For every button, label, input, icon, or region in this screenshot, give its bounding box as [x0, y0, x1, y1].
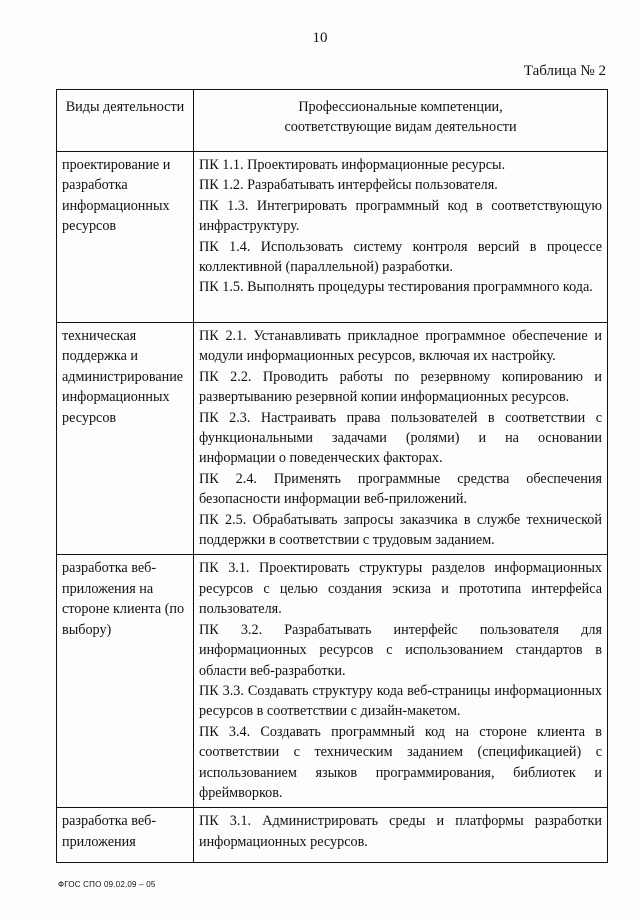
competency-item: ПК 1.3. Интегрировать программный код в соответствующую инфраструктуру.	[199, 197, 602, 235]
header-activities: Виды деятельности	[57, 90, 194, 152]
table-row	[57, 323, 608, 555]
competency-item: ПК 2.4. Применять программные средства обеспечения безопасности информации веб-приложений.	[199, 470, 602, 508]
table-row	[57, 555, 608, 808]
competency-item: ПК 1.1. Проектировать информационные ресурсы.	[199, 157, 506, 173]
competencies-table	[56, 89, 608, 863]
competency-item: ПК 3.4. Создавать программный код на стороне клиента в соответствии с техническим заданием (спецификацией) с использованием языков программирования, библиотек и фреймворков.	[199, 723, 602, 801]
competency-item: ПК 2.2. Проводить работы по резервному копированию и развертыванию резервной копии информационных ресурсов.	[199, 368, 602, 406]
competencies-cell	[194, 323, 608, 555]
table-caption: Таблица № 2	[523, 63, 606, 79]
competency-item: ПК 2.1. Устанавливать прикладное программное обеспечение и модули информационных ресурсов, включая их настройку.	[199, 328, 602, 365]
activity-cell: разработка веб-приложения на стороне клиента (по выбору)	[57, 555, 194, 808]
competency-item: ПК 3.3. Создавать структуру кода веб-страницы информационных ресурсов в соответствии с дизайн-макетом.	[199, 682, 602, 720]
competency-item: ПК 3.1. Проектировать структуры разделов информационных ресурсов с целью создания эскиза и прототипа интерфейса пользователя.	[199, 560, 602, 618]
competencies-cell	[194, 808, 608, 863]
table-row	[57, 152, 608, 323]
page-number: 10	[312, 30, 328, 46]
header-competencies-line-1: Профессиональные компетенции,	[298, 99, 503, 115]
competencies-cell	[194, 152, 608, 323]
document-footer: ФГОС СПО 09.02.09 – 05	[58, 880, 156, 889]
competency-item: ПК 2.5. Обрабатывать запросы заказчика в службе технической поддержки в соответствии с трудовым заданием.	[199, 511, 602, 549]
header-competencies	[194, 90, 608, 152]
competency-item: ПК 1.2. Разрабатывать интерфейсы пользователя.	[199, 177, 498, 194]
competencies-cell	[194, 555, 608, 808]
competency-item: ПК 3.1. Администрировать среды и платформы разработки информационных ресурсов.	[199, 813, 602, 850]
competency-item: ПК 1.4. Использовать систему контроля версий в процессе коллективной (параллельной) разработки.	[199, 238, 602, 276]
activity-cell: разработка веб-приложения	[57, 808, 194, 863]
table-header-row	[57, 90, 608, 152]
activity-cell: проектирование и разработка информационных ресурсов	[57, 152, 194, 323]
activity-cell: техническая поддержка и администрирование информационных ресурсов	[57, 323, 194, 555]
header-competencies-line-2: соответствующие видам деятельности	[284, 119, 517, 136]
competency-item: ПК 1.5. Выполнять процедуры тестирования программного кода.	[199, 279, 593, 296]
competency-item: ПК 3.2. Разрабатывать интерфейс пользователя для информационных ресурсов с использованием стандартов в области веб-разработки.	[199, 621, 602, 679]
competency-item: ПК 2.3. Настраивать права пользователей в соответствии с функциональными задачами (ролями) и на основании информации о поведенческих факторах.	[199, 409, 602, 467]
table-row	[57, 808, 608, 863]
